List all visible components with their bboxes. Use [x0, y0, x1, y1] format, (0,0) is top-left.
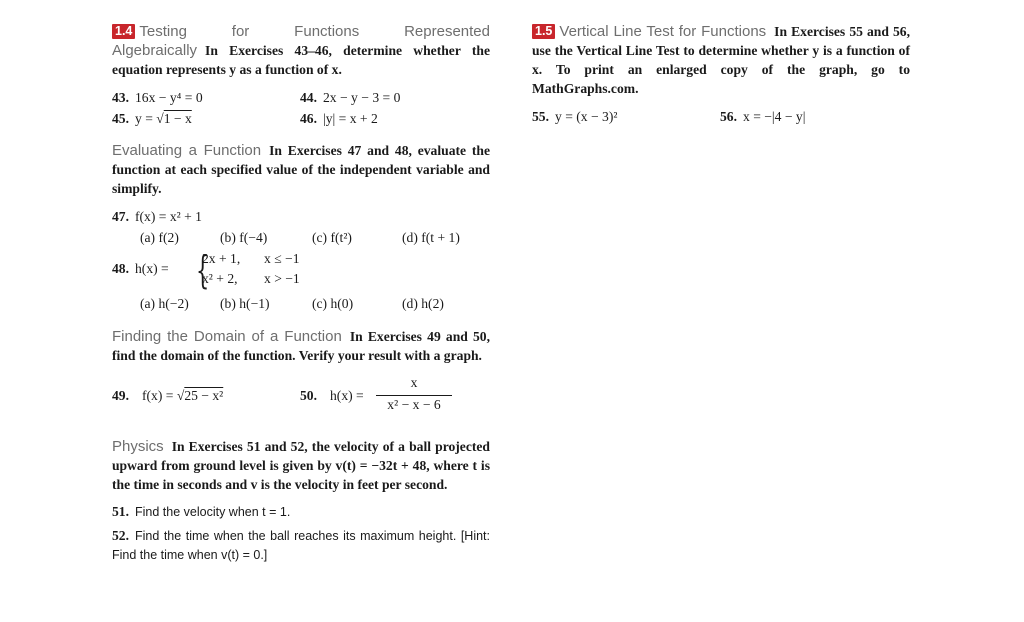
piece-2-expr: x² + 2, — [202, 271, 238, 286]
section-instruction: In Exercises 47 and 48, evaluate the function at each specified value of the independent variable and simplify. — [112, 143, 490, 196]
section-vertical-line-test — [532, 22, 910, 98]
section-heading: Physics — [112, 438, 164, 455]
radicand: 25 − x² — [184, 388, 224, 403]
section-heading: Finding the Domain of a Function — [112, 328, 342, 345]
exercise-row — [532, 106, 910, 128]
section-instruction: In Exercises 43–46, determine whether the equation represents y as a function of x. — [112, 43, 490, 77]
section-instruction: In Exercises 49 and 50, find the domain of the function. Verify your result with a graph. — [112, 329, 490, 363]
fraction-numerator: x — [410, 375, 418, 390]
exercise-number: 50. — [300, 388, 317, 403]
function-label: h(x) = — [330, 388, 364, 403]
section-instruction: In Exercises 51 and 52, the velocity of a ball projected upward from ground level is given by v(t) = −32t + 48, where t is the time in seconds and v is the velocity in feet per second. — [112, 439, 490, 492]
section-heading: Vertical Line Test for Functions — [559, 23, 767, 40]
exercise-text: Find the time when the ball reaches its maximum height. [Hint: Find the time when v(t) = 0.] — [112, 529, 490, 562]
exercise-47 — [112, 206, 490, 227]
section-domain — [112, 327, 490, 365]
exercise-equation: x = −|4 − y| — [743, 109, 806, 124]
option-d: (d) h(2) — [402, 296, 444, 311]
piece-1-expr: 2x + 1, — [202, 251, 241, 266]
exercise-equation: y = √ — [135, 111, 164, 126]
exercise-equation: |y| = x + 2 — [323, 111, 378, 126]
exercise-equation: f(x) = x² + 1 — [135, 209, 202, 224]
exercise-number: 46. — [300, 111, 317, 126]
section-testing-functions — [112, 22, 490, 79]
radicand: 1 − x — [163, 111, 192, 126]
left-brace-icon: { — [196, 248, 210, 292]
section-badge: 1.4 — [112, 24, 135, 39]
fraction-denominator: x² − x − 6 — [387, 397, 441, 412]
option-a: (a) h(−2) — [140, 296, 189, 311]
exercise-equation: 2x − y − 3 = 0 — [323, 90, 401, 105]
exercise-number: 45. — [112, 111, 129, 126]
right-column — [532, 22, 910, 128]
section-badge: 1.5 — [532, 24, 555, 39]
piece-2-condition: x > −1 — [264, 271, 300, 286]
option-b: (b) h(−1) — [220, 296, 270, 311]
section-evaluating — [112, 141, 490, 198]
exercise-number: 48. — [112, 261, 129, 276]
left-column — [112, 22, 490, 565]
section-instruction: In Exercises 55 and 56, use the Vertical Line Test to determine whether y is a function of x. To print an enlarged copy of the graph, go to MathGraphs.com. — [532, 24, 911, 96]
piece-1-condition: x ≤ −1 — [264, 251, 300, 266]
exercise-number: 52. — [112, 528, 129, 543]
exercise-text: Find the velocity when t = 1. — [135, 505, 291, 519]
section-heading: Evaluating a Function — [112, 142, 262, 159]
section-physics — [112, 437, 490, 494]
option-b: (b) f(−4) — [220, 230, 268, 245]
exercise-48-options — [112, 293, 490, 315]
exercise-row — [112, 108, 490, 129]
exercise-number: 43. — [112, 90, 129, 105]
exercise-number: 55. — [532, 109, 549, 124]
exercise-equation: f(x) = √ — [142, 388, 185, 403]
option-c: (c) h(0) — [312, 296, 354, 311]
exercise-equation: y = (x − 3)² — [555, 109, 618, 124]
exercises-49-50 — [112, 375, 490, 419]
exercise-number: 47. — [112, 209, 129, 224]
option-d: (d) f(t + 1) — [402, 230, 460, 245]
fraction-bar — [376, 395, 452, 396]
exercise-equation: 16x − y⁴ = 0 — [135, 90, 203, 105]
option-c: (c) f(t²) — [312, 230, 352, 245]
section-heading: Testing for Functions Represented Algebraically — [112, 23, 490, 59]
exercise-48 — [112, 249, 490, 293]
exercise-47-options — [112, 227, 490, 249]
exercise-52 — [112, 526, 490, 565]
function-label: h(x) = — [135, 261, 169, 276]
exercise-number: 51. — [112, 504, 129, 519]
exercise-number: 44. — [300, 90, 317, 105]
exercise-51 — [112, 502, 490, 522]
exercise-number: 49. — [112, 388, 129, 403]
option-a: (a) f(2) — [140, 230, 179, 245]
exercise-number: 56. — [720, 109, 737, 124]
exercise-row — [112, 87, 490, 108]
